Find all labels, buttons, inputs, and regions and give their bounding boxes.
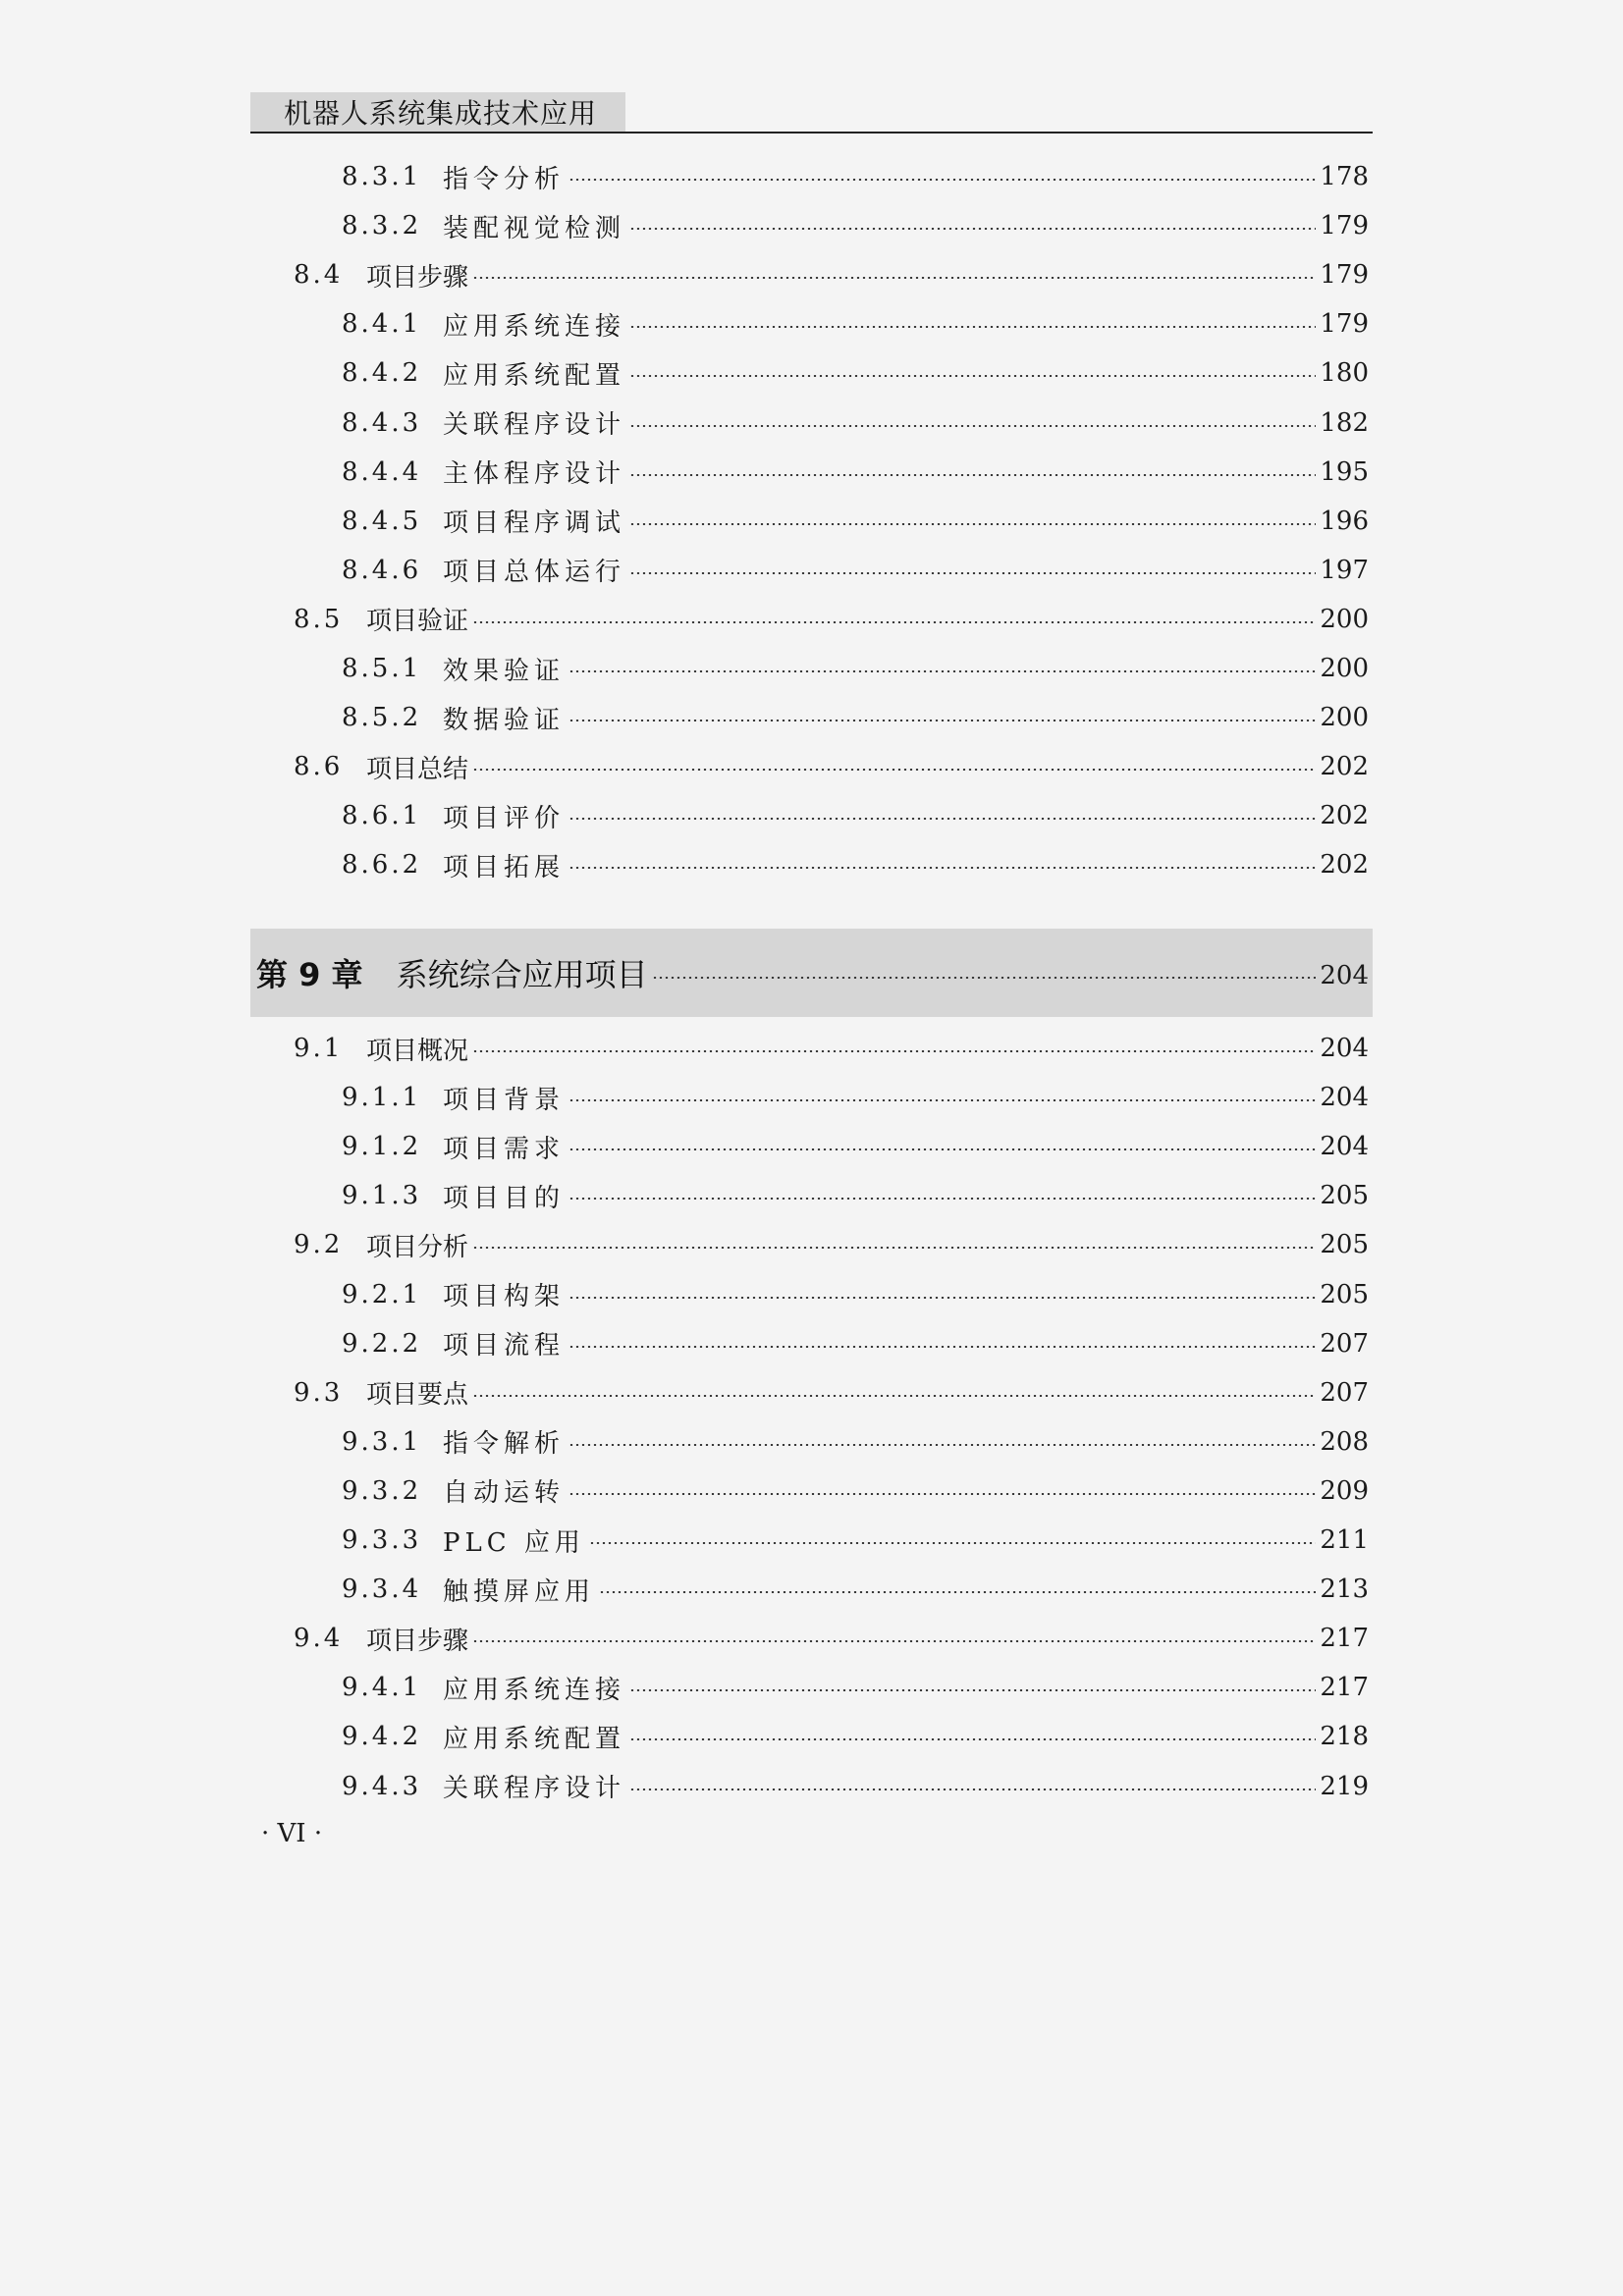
dot-leader xyxy=(629,474,1316,476)
toc-entry-number: 9.2.2 xyxy=(342,1328,422,1359)
toc-entry-number: 8.4.3 xyxy=(342,407,422,438)
toc-entry-number: 8.6.2 xyxy=(342,850,422,881)
toc-entry-title: 关联程序设计 xyxy=(443,410,626,440)
toc-entry-title: 项目概况 xyxy=(366,1036,469,1066)
toc-entry[interactable] xyxy=(250,693,1373,742)
toc-entry-number: 9.3.3 xyxy=(342,1525,422,1555)
toc-entry-page: 178 xyxy=(1320,162,1369,191)
toc-entry[interactable] xyxy=(250,1220,1373,1269)
toc-entry-number: 9.1.3 xyxy=(342,1181,422,1211)
dot-leader xyxy=(568,1444,1316,1446)
toc-entry-page: 202 xyxy=(1320,801,1369,831)
toc-entry[interactable] xyxy=(250,1614,1373,1663)
toc-entry-page: 209 xyxy=(1320,1475,1369,1506)
toc-entry-number: 9.4.2 xyxy=(342,1722,422,1752)
toc-entry[interactable] xyxy=(250,791,1373,840)
toc-entry-page: 217 xyxy=(1320,1624,1369,1654)
toc-entry[interactable] xyxy=(250,1171,1373,1220)
toc-entry[interactable] xyxy=(250,742,1373,791)
toc-entry-number: 8.6.1 xyxy=(342,801,422,831)
toc-entry-number: 8.5 xyxy=(294,604,344,634)
toc-entry-title: 效果验证 xyxy=(443,656,566,686)
chapter-title: 系统综合应用项目 xyxy=(396,956,648,993)
toc-entry-title: 关联程序设计 xyxy=(443,1774,626,1803)
toc-entry-page: 200 xyxy=(1320,604,1369,634)
toc-entry-page: 207 xyxy=(1320,1377,1369,1408)
toc-entry-number: 8.5.2 xyxy=(342,703,422,733)
toc-entry-page: 207 xyxy=(1320,1328,1369,1359)
toc-entry[interactable] xyxy=(250,399,1373,448)
toc-entry-page: 211 xyxy=(1320,1525,1369,1555)
dot-leader xyxy=(629,1789,1316,1790)
toc-entry-title: 应用系统连接 xyxy=(443,311,626,342)
toc-entry[interactable] xyxy=(250,152,1373,201)
toc-entry-number: 9.1 xyxy=(294,1034,344,1063)
dot-leader xyxy=(629,523,1316,525)
toc-entry[interactable] xyxy=(250,1663,1373,1712)
toc-entry-page: 195 xyxy=(1320,456,1369,487)
dot-leader xyxy=(472,621,1316,623)
toc-entry-title: 项目流程 xyxy=(443,1331,566,1362)
toc-entry[interactable] xyxy=(250,1368,1373,1417)
toc-entry-title: 项目步骤 xyxy=(366,262,469,293)
dot-leader xyxy=(568,179,1316,181)
toc-entry-title: 项目要点 xyxy=(366,1380,469,1411)
toc-entry-title: 应用系统连接 xyxy=(443,1675,626,1705)
toc-entry-page: 202 xyxy=(1320,850,1369,881)
toc-entry-number: 8.4.4 xyxy=(342,456,422,487)
toc-entry-title: 指令解析 xyxy=(443,1429,566,1460)
dot-leader xyxy=(629,425,1316,427)
toc-entry[interactable] xyxy=(250,1516,1373,1565)
dot-leader xyxy=(472,277,1316,279)
toc-entry[interactable] xyxy=(250,1270,1373,1319)
toc-entry-page: 179 xyxy=(1320,211,1369,241)
toc-entry-title: PLC 应用 xyxy=(443,1527,585,1558)
header-rule xyxy=(250,132,1373,133)
toc-entry-page: 200 xyxy=(1320,654,1369,683)
toc-entry-page: 182 xyxy=(1320,407,1369,438)
dot-leader xyxy=(568,818,1316,820)
dot-leader xyxy=(568,1099,1316,1101)
dot-leader xyxy=(568,1346,1316,1348)
toc-entry[interactable] xyxy=(250,1467,1373,1516)
dot-leader xyxy=(568,867,1316,869)
toc-entry-number: 9.2.1 xyxy=(342,1279,422,1309)
toc-entry-title: 主体程序设计 xyxy=(443,459,626,490)
toc-entry-page: 213 xyxy=(1320,1575,1369,1605)
toc-entry[interactable] xyxy=(250,299,1373,348)
toc-entry-title: 项目需求 xyxy=(443,1134,566,1164)
toc-entry-page: 179 xyxy=(1320,260,1369,291)
toc-entry-page: 179 xyxy=(1320,309,1369,340)
dot-leader xyxy=(629,1689,1316,1691)
toc-entry-title: 项目评价 xyxy=(443,803,566,833)
toc-entry-page: 205 xyxy=(1320,1230,1369,1260)
toc-entry-number: 9.2 xyxy=(294,1230,344,1260)
toc-entry[interactable] xyxy=(250,1122,1373,1171)
toc-entry-title: 数据验证 xyxy=(443,705,566,735)
dot-leader xyxy=(599,1591,1316,1593)
toc-entry-number: 8.6 xyxy=(294,752,344,782)
dot-leader xyxy=(629,228,1316,230)
toc-entry-page: 219 xyxy=(1320,1771,1369,1801)
toc-entry-page: 180 xyxy=(1320,358,1369,389)
toc-entry-page: 205 xyxy=(1320,1279,1369,1309)
dot-leader xyxy=(472,1640,1316,1642)
dot-leader xyxy=(652,977,1317,979)
toc-entry-number: 8.3.1 xyxy=(342,162,422,191)
toc-entry-page: 202 xyxy=(1320,752,1369,782)
toc-entry[interactable] xyxy=(250,497,1373,546)
toc-entry[interactable] xyxy=(250,1762,1373,1811)
dot-leader xyxy=(472,1050,1316,1052)
toc-entry-title: 项目步骤 xyxy=(366,1626,469,1656)
toc-entry[interactable] xyxy=(250,448,1373,497)
toc-entry[interactable] xyxy=(250,201,1373,250)
dot-leader xyxy=(472,1395,1316,1397)
dot-leader xyxy=(472,1247,1316,1249)
toc-entry-page: 208 xyxy=(1320,1426,1369,1457)
toc-entry[interactable] xyxy=(250,1024,1373,1073)
toc-entry[interactable] xyxy=(250,1417,1373,1467)
toc-entry[interactable] xyxy=(250,1565,1373,1614)
toc-entry-page: 200 xyxy=(1320,703,1369,733)
toc-entry-title: 项目总体运行 xyxy=(443,558,626,588)
toc-entry-title: 应用系统配置 xyxy=(443,360,626,391)
toc-entry-page: 204 xyxy=(1320,1083,1369,1113)
dot-leader xyxy=(568,720,1316,721)
dot-leader xyxy=(568,1493,1316,1495)
toc-entry[interactable] xyxy=(250,348,1373,398)
toc-entry-title: 项目构架 xyxy=(443,1282,566,1311)
toc-entry-number: 9.1.1 xyxy=(342,1083,422,1113)
running-header xyxy=(250,92,625,132)
dot-leader xyxy=(568,1198,1316,1200)
dot-leader xyxy=(472,769,1316,771)
chapter-page-number: 204 xyxy=(1320,961,1369,990)
toc-entry-number: 9.4.1 xyxy=(342,1673,422,1703)
toc-entry-number: 8.4.1 xyxy=(342,309,422,340)
toc-entry-title: 触摸屏应用 xyxy=(443,1576,596,1607)
toc-entry[interactable] xyxy=(250,546,1373,595)
toc-entry-number: 8.5.1 xyxy=(342,654,422,683)
toc-entry-page: 205 xyxy=(1320,1181,1369,1211)
toc-entry[interactable] xyxy=(250,1712,1373,1761)
toc-entry-title: 项目目的 xyxy=(443,1183,566,1213)
toc-entry-number: 9.3.2 xyxy=(342,1475,422,1506)
toc-entry[interactable] xyxy=(250,595,1373,644)
toc-entry-title: 应用系统配置 xyxy=(443,1724,626,1754)
dot-leader xyxy=(589,1542,1316,1544)
toc-entry-number: 9.4.3 xyxy=(342,1771,422,1801)
page-folio: · VI · xyxy=(261,1819,323,1848)
toc-entry-number: 9.4 xyxy=(294,1624,344,1654)
toc-entry-title: 项目拓展 xyxy=(443,852,566,882)
toc-entry-title: 项目总结 xyxy=(366,754,469,784)
chapter-number: 第 9 章 xyxy=(256,956,363,993)
dot-leader xyxy=(568,670,1316,672)
book-title: 机器人系统集成技术应用 xyxy=(284,97,598,130)
toc-entry-page: 218 xyxy=(1320,1722,1369,1752)
toc-entry[interactable] xyxy=(250,250,1373,299)
toc-entry-number: 8.3.2 xyxy=(342,211,422,241)
toc-entry-title: 指令分析 xyxy=(443,164,566,194)
toc-entry-title: 装配视觉检测 xyxy=(443,213,626,243)
toc-entry[interactable] xyxy=(250,1073,1373,1122)
toc-entry-number: 8.4.5 xyxy=(342,506,422,536)
toc-entry-number: 9.3.1 xyxy=(342,1426,422,1457)
toc-entry-page: 204 xyxy=(1320,1132,1369,1162)
toc-entry-title: 项目程序调试 xyxy=(443,508,626,539)
dot-leader xyxy=(629,1738,1316,1740)
dot-leader xyxy=(568,1148,1316,1150)
dot-leader xyxy=(629,326,1316,328)
toc-entry[interactable] xyxy=(250,644,1373,693)
toc-entry-title: 项目验证 xyxy=(366,607,469,637)
dot-leader xyxy=(568,1297,1316,1299)
toc-entry-number: 8.4.2 xyxy=(342,358,422,389)
chapter-heading[interactable] xyxy=(250,929,1373,1017)
toc-entry-title: 项目分析 xyxy=(366,1232,469,1262)
dot-leader xyxy=(629,572,1316,574)
toc-entry-page: 196 xyxy=(1320,506,1369,536)
toc-entry[interactable] xyxy=(250,1319,1373,1368)
toc-entry[interactable] xyxy=(250,840,1373,889)
toc-entry-number: 9.3.4 xyxy=(342,1575,422,1605)
toc-entry-page: 197 xyxy=(1320,555,1369,585)
toc-entry-title: 项目背景 xyxy=(443,1085,566,1115)
dot-leader xyxy=(629,375,1316,377)
toc-entry-page: 217 xyxy=(1320,1673,1369,1703)
toc-entry-number: 9.1.2 xyxy=(342,1132,422,1162)
toc-entry-page: 204 xyxy=(1320,1034,1369,1063)
toc-entry-title: 自动运转 xyxy=(443,1478,566,1509)
toc-entry-number: 8.4.6 xyxy=(342,555,422,585)
toc-entry-number: 8.4 xyxy=(294,260,344,291)
toc-entry-number: 9.3 xyxy=(294,1377,344,1408)
